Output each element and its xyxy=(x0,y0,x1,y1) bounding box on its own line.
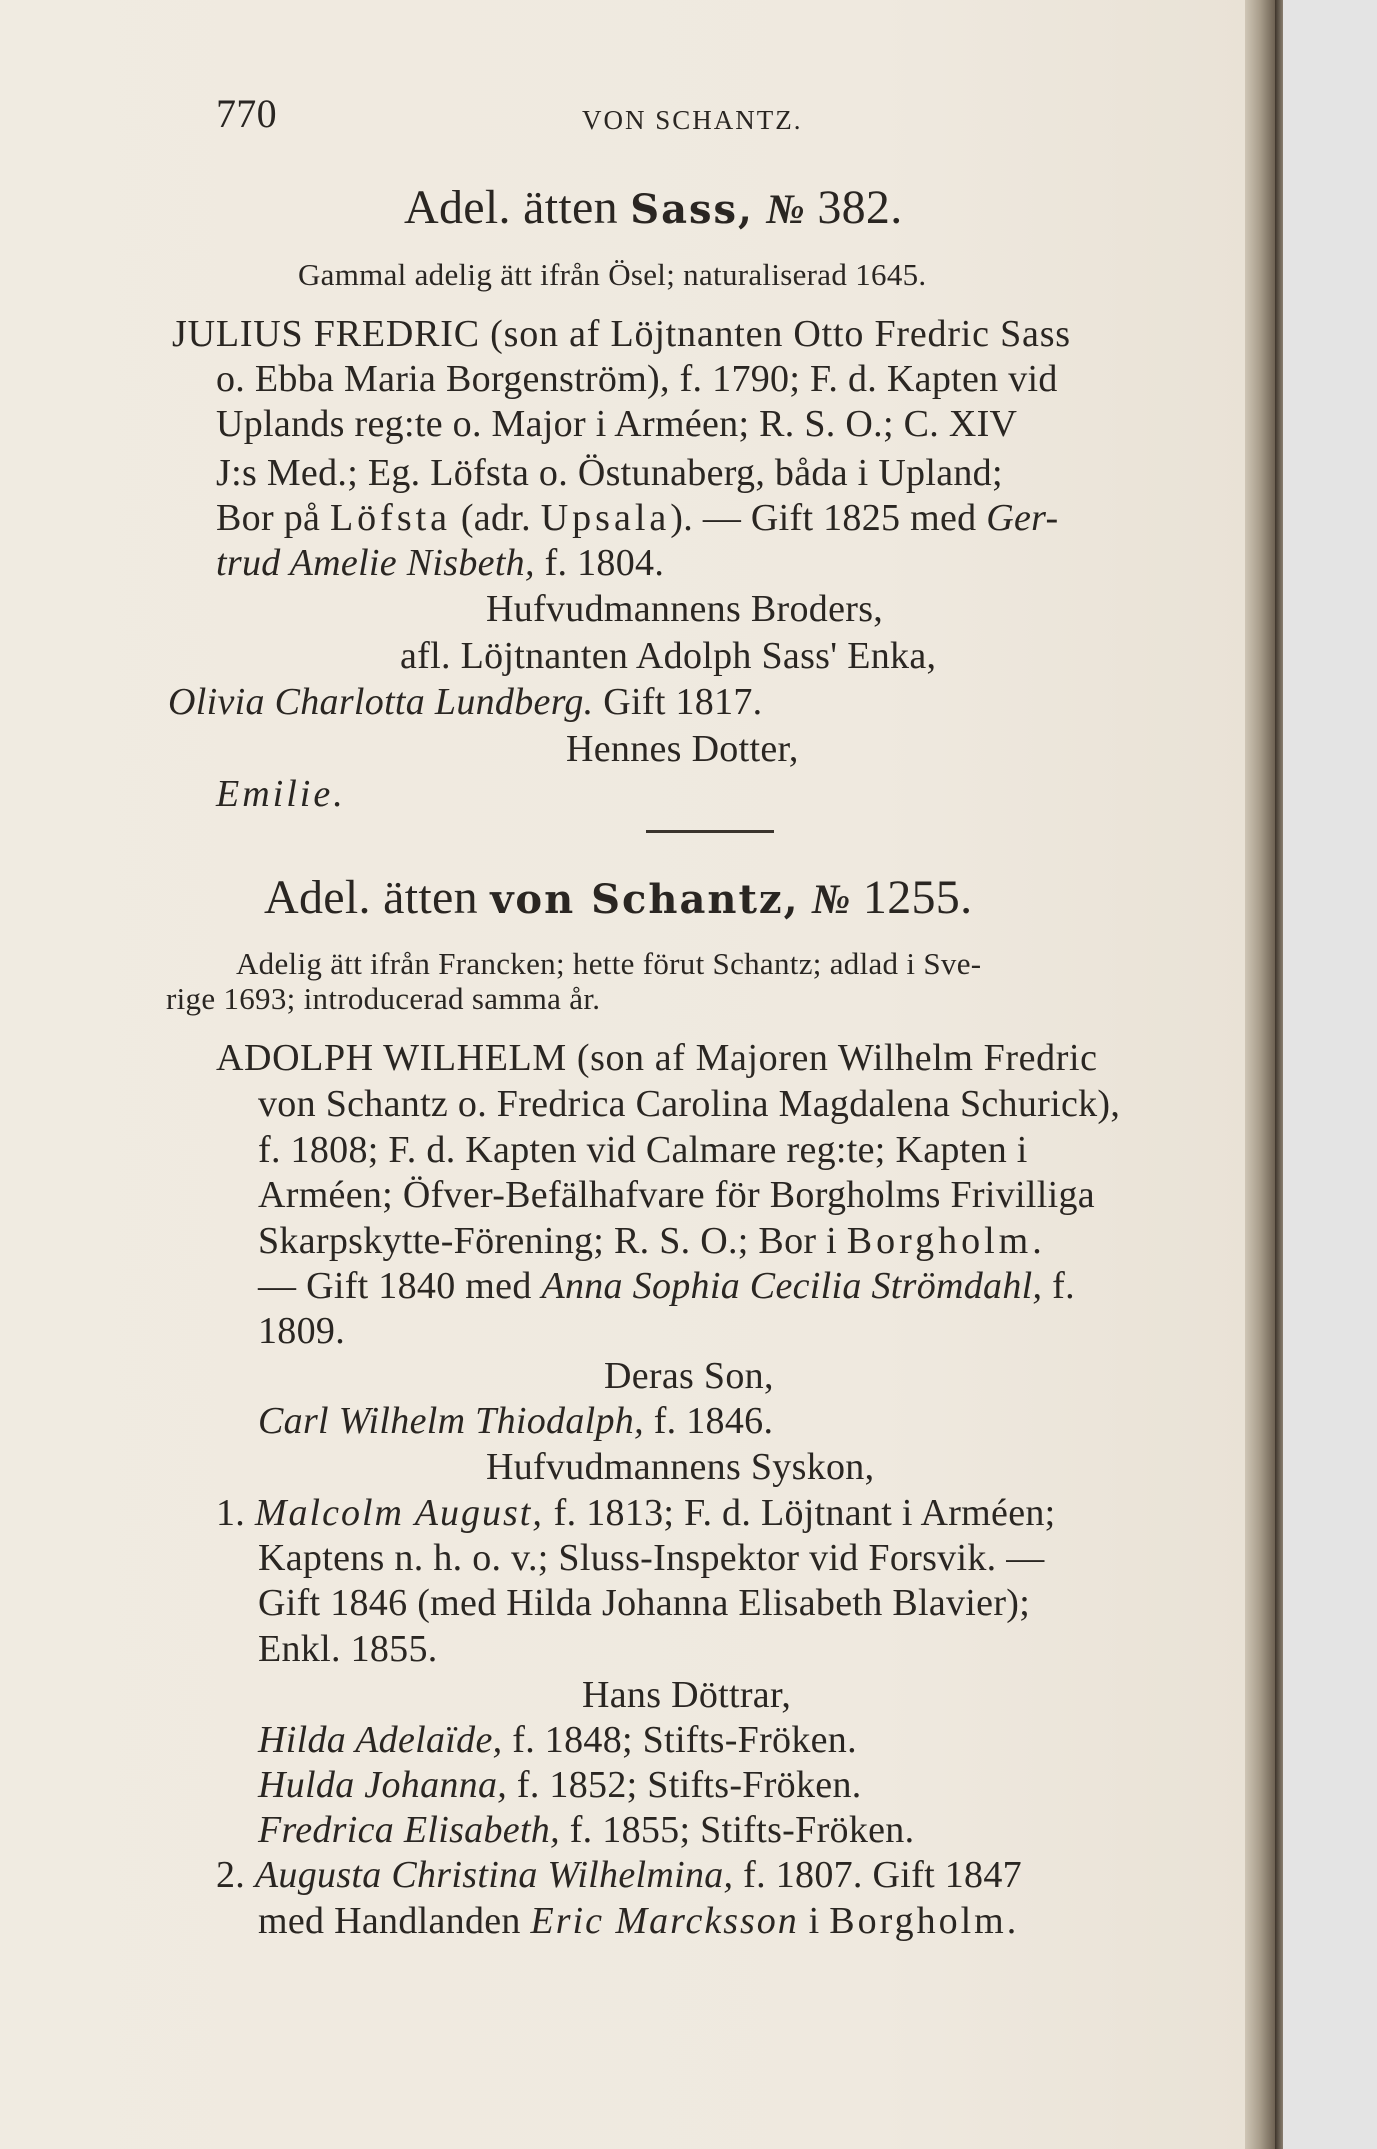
schantz-text-line: Fredrica Elisabeth, f. 1855; Stifts-Fröken. xyxy=(258,1809,915,1851)
schantz-text-line: 1809. xyxy=(258,1310,345,1352)
schantz-text-line: Hulda Johanna, f. 1852; Stifts-Fröken. xyxy=(258,1764,862,1806)
schantz-text-line: med Handlanden Eric Marcksson i Borgholm. xyxy=(258,1900,1020,1942)
schantz-text-line: f. 1808; F. d. Kapten vid Calmare reg:te; Kapten i xyxy=(258,1129,1028,1171)
sass-text-line: Emilie. xyxy=(216,773,346,815)
schantz-text-line: von Schantz o. Fredrica Carolina Magdalena Schurick), xyxy=(258,1083,1121,1125)
sass-text-line: Olivia Charlotta Lundberg. Gift 1817. xyxy=(168,681,763,723)
schantz-heading: Adel. ätten von Schantz, № 1255. xyxy=(264,871,973,924)
page-number: 770 xyxy=(216,91,277,136)
section-divider xyxy=(646,830,774,833)
schantz-text-line: ADOLPH WILHELM (son af Majoren Wilhelm Fredric xyxy=(216,1037,1098,1079)
schantz-text-line: Kaptens n. h. o. v.; Sluss-Inspektor vid Forsvik. — xyxy=(258,1537,1045,1579)
page-binding-edge xyxy=(1245,0,1275,2149)
sass-text-line: o. Ebba Maria Borgenström), f. 1790; F. d. Kapten vid xyxy=(216,358,1058,400)
sass-text-line: Hufvudmannens Broders, xyxy=(486,588,884,630)
sass-heading: Adel. ätten Sass, № 382. xyxy=(404,181,903,234)
schantz-text-line: Hilda Adelaïde, f. 1848; Stifts-Fröken. xyxy=(258,1719,857,1761)
schantz-text-line: Arméen; Öfver-Befälhafvare för Borgholms Frivilliga xyxy=(258,1174,1095,1216)
sass-text-line: afl. Löjtnanten Adolph Sass' Enka, xyxy=(400,635,937,677)
schantz-text-line: Skarpskytte-Förening; R. S. O.; Bor i Borgholm. xyxy=(258,1220,1046,1262)
schantz-text-line: — Gift 1840 med Anna Sophia Cecilia Strömdahl, f. xyxy=(258,1265,1075,1307)
schantz-text-line: 1. Malcolm August, f. 1813; F. d. Löjtnant i Arméen; xyxy=(216,1492,1056,1534)
schantz-subtitle: Adelig ätt ifrån Francken; hette förut Schantz; adlad i Sve- xyxy=(236,946,982,981)
schantz-text-line: Hans Döttrar, xyxy=(582,1674,792,1716)
book-spine-shadow xyxy=(1275,0,1283,2149)
schantz-text-line: Deras Son, xyxy=(604,1355,774,1397)
schantz-text-line: Gift 1846 (med Hilda Johanna Elisabeth Blavier); xyxy=(258,1582,1031,1624)
schantz-subtitle: rige 1693; introducerad samma år. xyxy=(166,981,601,1016)
sass-text-line: Uplands reg:te o. Major i Arméen; R. S. O.; C. XIV xyxy=(216,403,1018,445)
sass-text-line: trud Amelie Nisbeth, f. 1804. xyxy=(216,542,665,584)
schantz-text-line: 2. Augusta Christina Wilhelmina, f. 1807. Gift 1847 xyxy=(216,1854,1022,1896)
sass-text-line: J:s Med.; Eg. Löfsta o. Östunaberg, båda i Upland; xyxy=(216,452,1003,494)
running-title: VON SCHANTZ. xyxy=(582,105,803,135)
sass-text-line: Hennes Dotter, xyxy=(566,728,799,770)
schantz-text-line: Carl Wilhelm Thiodalph, f. 1846. xyxy=(258,1400,774,1442)
sass-subtitle: Gammal adelig ätt ifrån Ösel; naturaliserad 1645. xyxy=(298,257,927,292)
sass-text-line: JULIUS FREDRIC (son af Löjtnanten Otto Fredric Sass xyxy=(172,313,1071,355)
sass-text-line: Bor på Löfsta (adr. Upsala). — Gift 1825 med Ger- xyxy=(216,497,1059,539)
schantz-text-line: Hufvudmannens Syskon, xyxy=(486,1446,875,1488)
schantz-text-line: Enkl. 1855. xyxy=(258,1628,438,1670)
